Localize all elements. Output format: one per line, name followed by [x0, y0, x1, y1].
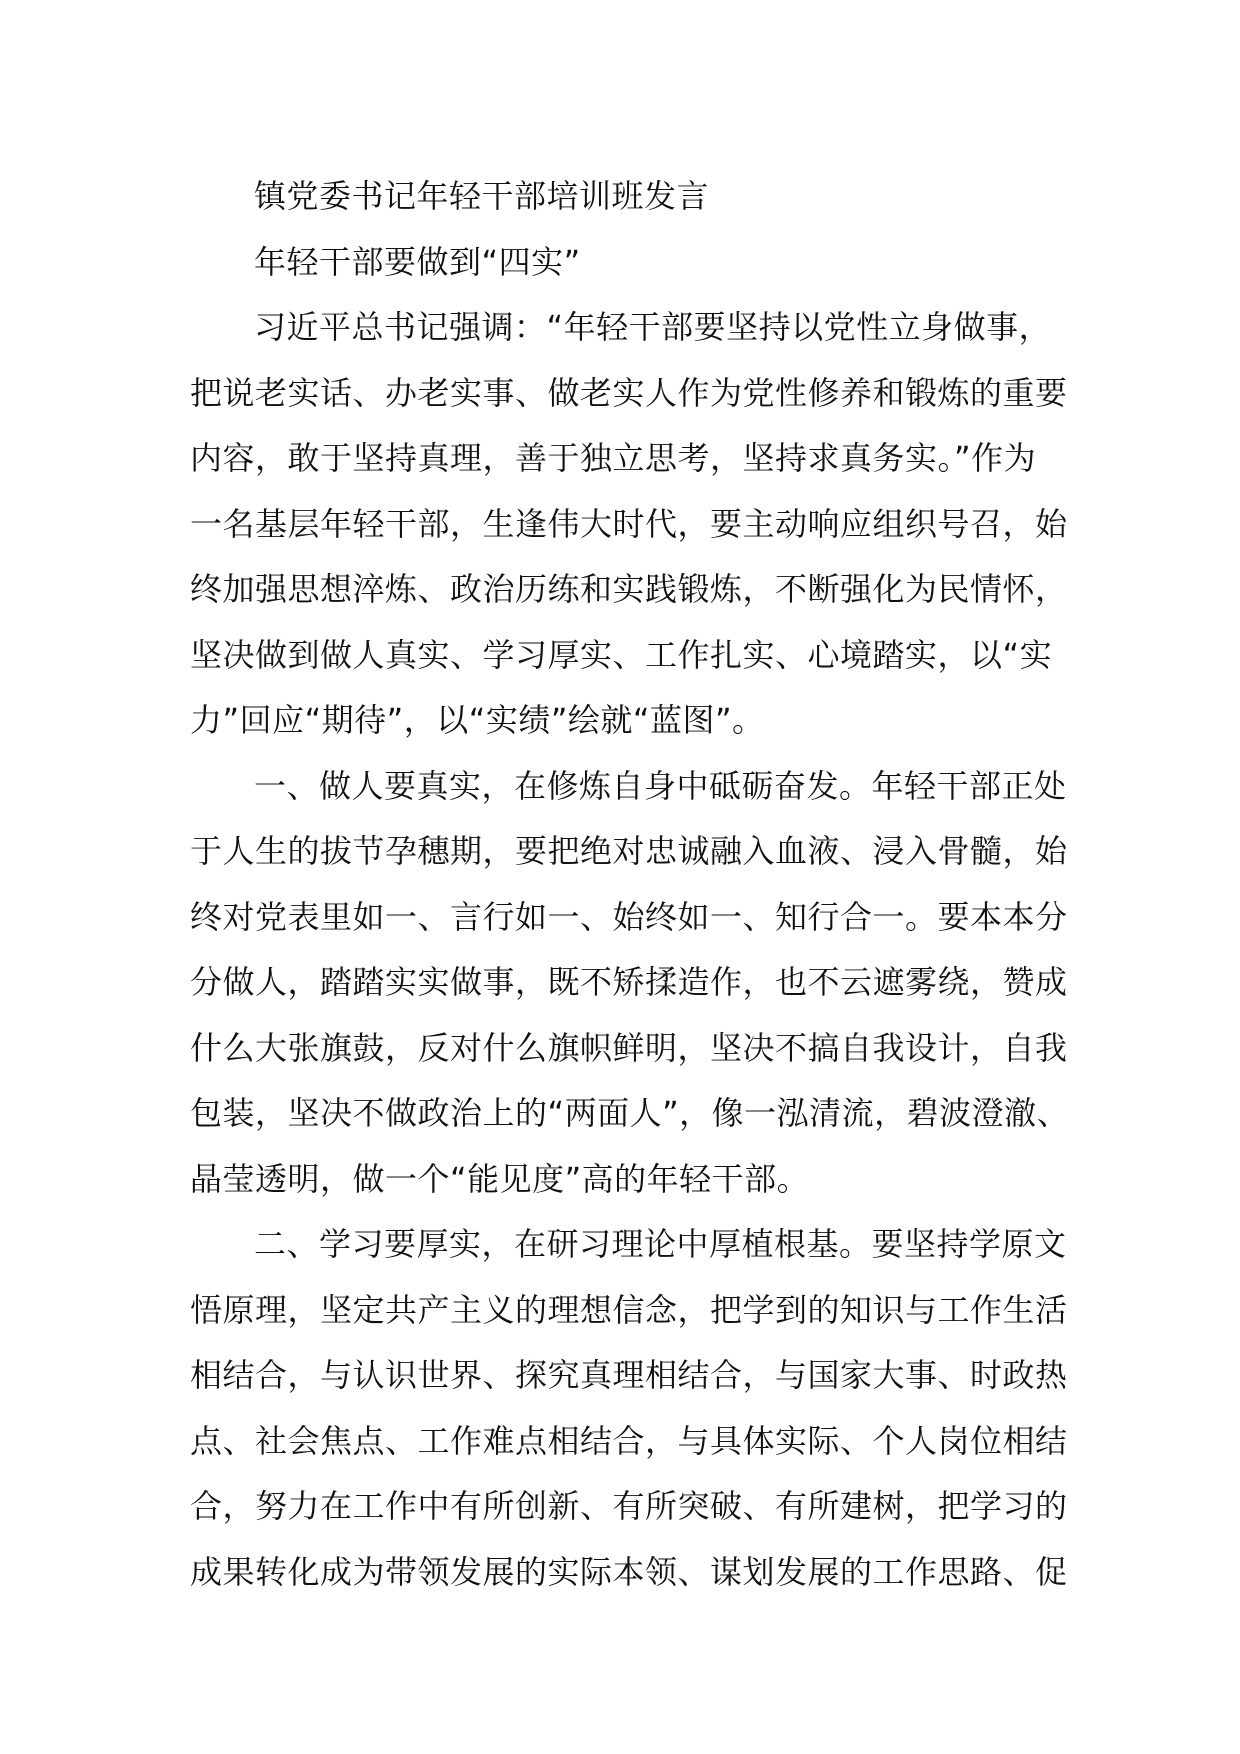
paragraph-line: 分做人，踏踏实实做事，既不矫揉造作，也不云遮雾绕，赞成 — [190, 963, 1068, 1001]
paragraph-line: 把说老实话、办老实事、做老实人作为党性修养和锻炼的重要 — [190, 373, 1068, 412]
paragraph-line: 合，努力在工作中有所创新、有所突破、有所建树，把学习的 — [190, 1487, 1068, 1525]
paragraph-line: 悟原理，坚定共产主义的理想信念，把学到的知识与工作生活 — [190, 1290, 1068, 1329]
paragraph-line: 晶莹透明，做一个“能见度”高的年轻干部。 — [190, 1159, 810, 1198]
paragraph-line: 点、社会焦点、工作难点相结合，与具体实际、个人岗位相结 — [190, 1421, 1068, 1460]
paragraph-line: 力”回应“期待”，以“实绩”绘就“蓝图”。 — [190, 701, 765, 739]
document-title: 镇党委书记年轻干部培训班发言 — [254, 177, 710, 215]
paragraph-line: 习近平总书记强调：“年轻干部要坚持以党性立身做事， — [254, 308, 1052, 346]
paragraph-line: 一名基层年轻干部，生逢伟大时代，要主动响应组织号召，始 — [190, 504, 1068, 543]
paragraph-section-two — [190, 1212, 1068, 1605]
paragraph-line: 内容，敢于坚持真理，善于独立思考，坚持求真务实。”作为 — [190, 439, 1037, 477]
paragraph-line: 坚决做到做人真实、学习厚实、工作扎实、心境踏实，以“实 — [190, 635, 1053, 674]
document-subtitle: 年轻干部要做到“四实” — [254, 242, 581, 281]
paragraph-line: 终加强思想淬炼、政治历练和实践锻炼，不断强化为民情怀， — [190, 570, 1068, 608]
paragraph-line: 终对党表里如一、言行如一、始终如一、知行合一。要本本分 — [190, 897, 1068, 936]
paragraph-section-one — [190, 754, 1070, 1213]
paragraph-line: 于人生的拔节孕穗期，要把绝对忠诚融入血液、浸入骨髓，始 — [190, 832, 1068, 870]
paragraph-intro — [190, 295, 1068, 754]
paragraph-line: 二、学习要厚实，在研习理论中厚植根基。要坚持学原文 — [254, 1225, 1067, 1263]
paragraph-line: 相结合，与认识世界、探究真理相结合，与国家大事、时政热 — [190, 1356, 1068, 1394]
paragraph-line: 包装，坚决不做政治上的“两面人”，像一泓清流，碧波澄澈、 — [190, 1094, 1070, 1132]
paragraph-line: 成果转化成为带领发展的实际本领、谋划发展的工作思路、促 — [190, 1552, 1068, 1591]
paragraph-line: 什么大张旗鼓，反对什么旗帜鲜明，坚决不搞自我设计，自我 — [190, 1028, 1068, 1067]
document-body — [190, 164, 1070, 1605]
paragraph-line: 一、做人要真实，在修炼自身中砥砺奋发。年轻干部正处 — [254, 766, 1067, 805]
